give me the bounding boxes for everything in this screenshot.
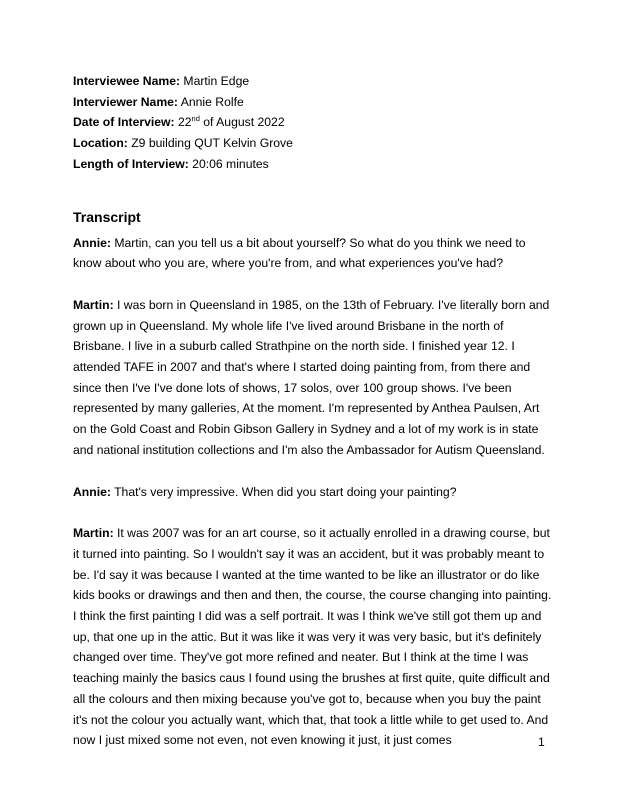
page-number: 1: [538, 735, 545, 749]
date-day: 22: [177, 115, 192, 130]
length-line: [73, 154, 553, 175]
transcript-heading: Transcript: [73, 208, 141, 225]
location-label: Location:: [73, 136, 128, 151]
location-value: Z9 building QUT Kelvin Grove: [131, 136, 293, 151]
transcript-paragraph: [73, 523, 553, 751]
interviewer-value: Annie Rolfe: [180, 94, 244, 109]
location-line: [73, 133, 553, 154]
length-label: Length of Interview:: [73, 156, 189, 171]
date-rest: of August 2022: [203, 115, 285, 130]
speaker-label: Martin:: [73, 526, 114, 541]
date-suffix: nd: [191, 114, 200, 124]
interviewee-label: Interviewee Name:: [73, 74, 181, 88]
transcript-paragraph: [73, 482, 553, 503]
interviewer-label: Interviewer Name:: [73, 94, 178, 109]
interviewee-value: Martin Edge: [183, 74, 250, 88]
transcript-paragraph: [73, 233, 553, 274]
transcript-paragraph: [73, 295, 553, 461]
date-line: [73, 112, 553, 133]
document-page: [73, 71, 553, 772]
length-value: 20:06 minutes: [192, 156, 269, 171]
paragraph-text: That's very impressive. When did you start doing your painting?: [114, 484, 457, 499]
paragraph-text: I was born in Queensland in 1985, on the 13th of February. I've literally born and grown up in Queensland. My whole life I've lived around Brisbane in the north of Brisbane. I live in a suburb called Strathpine on the north side. I finished year 12. I attended TAFE in 2007 and that's where I started doing painting from, from there and since then I've I've done lots of shows, 17 solos, over 100 group shows. I've been represented by many galleries, At the moment. I'm represented by Anthea Paulsen, Art on the Gold Coast and Robin Gibson Gallery in Sydney and a lot of my work is in state and national institution collections and I'm also the Ambassador for Autism Queensland.: [73, 297, 550, 457]
interviewer-line: [73, 92, 553, 113]
paragraph-text: Martin, can you tell us a bit about yourself? So what do you think we need to know about who you are, where you're from, and what experiences you've had?: [73, 235, 526, 271]
speaker-label: Annie:: [73, 484, 111, 499]
interviewee-line: [73, 71, 553, 92]
speaker-label: Annie:: [73, 235, 111, 250]
paragraph-text: It was 2007 was for an art course, so it actually enrolled in a drawing course, but it turned into painting. So I wouldn't say it was an accident, but it was probably meant to be. I'd say it was because I wanted at the time wanted to be like an illustrator or do like kids books or drawings and then and then, the course, the course changing into painting. I think the first painting I did was a self portrait. It was I think we've still got them up and up, that one up in the attic. But it was like it was very it was very basic, but it's definitely changed over time. They've got more refined and neater. But I think at the time I was teaching mainly the basics caus I found using the brushes at first quite, quite difficult and all the colours and then mixing because you've got to, because when you buy the paint it's not the colour you actually want, which that, that took a little while to get used to. And now I just mixed some not even, not even knowing it just, it just comes: [73, 526, 552, 748]
date-label: Date of Interview:: [73, 115, 175, 130]
speaker-label: Martin:: [73, 297, 114, 312]
